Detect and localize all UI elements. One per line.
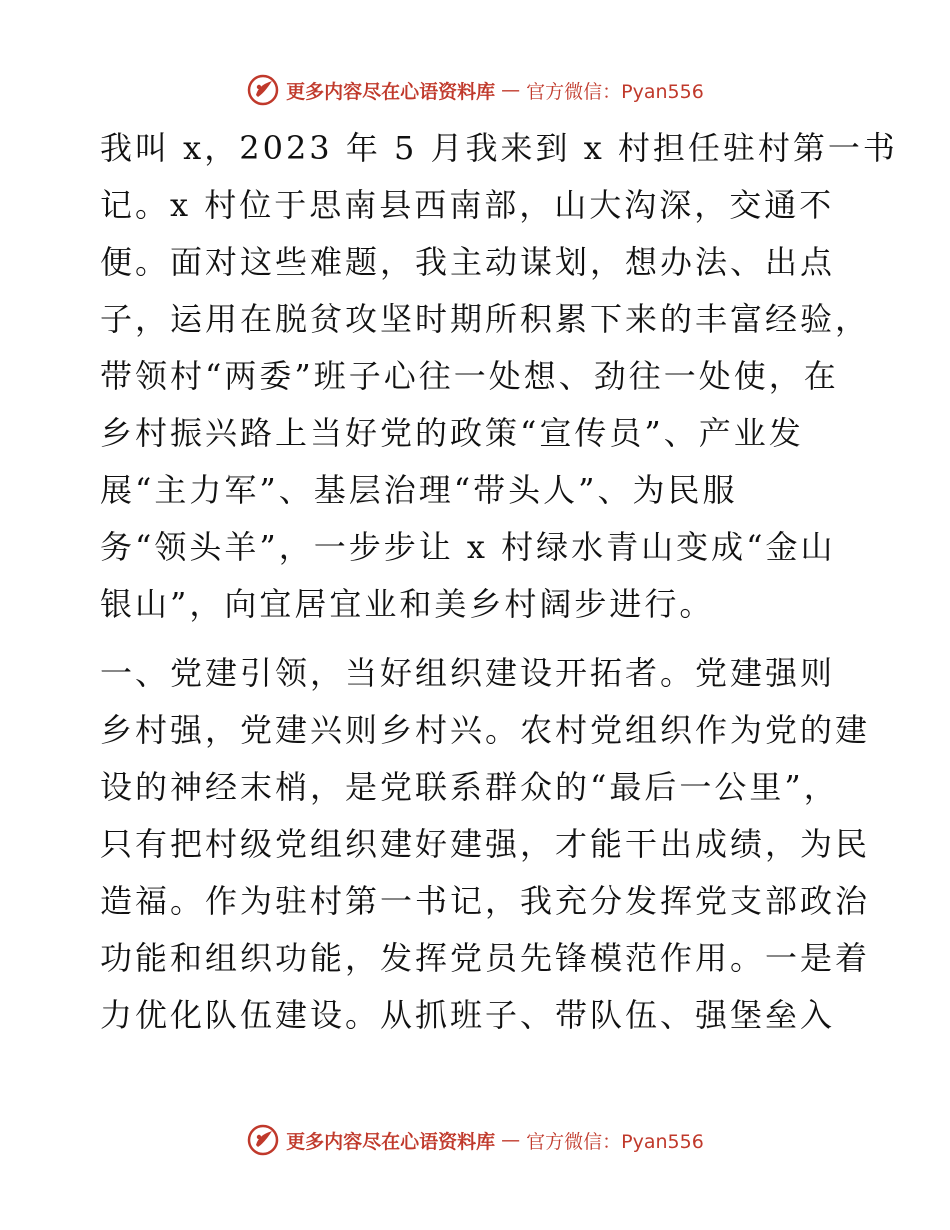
text-line: 设的神经末梢，是党联系群众的“最后一公里”， xyxy=(100,768,839,806)
paragraph-section-one xyxy=(100,645,871,1044)
text-line: 力优化队伍建设。从抓班子、带队伍、强堡垒入 xyxy=(100,996,836,1034)
header-wechat-text: 官方微信：Pyan556 xyxy=(526,80,704,103)
text-line: 一、党建引领，当好组织建设开拓者。党建强则 xyxy=(100,654,836,692)
text-line: 我叫 x，2023 年 5 月我来到 x 村担任驻村第一书 xyxy=(100,129,898,167)
footer-banner xyxy=(0,1120,950,1160)
text-line: 乡村振兴路上当好党的政策“宣传员”、产业发 xyxy=(100,414,804,452)
text-line: 乡村强，党建兴则乡村兴。农村党组织作为党的建 xyxy=(100,711,871,749)
text-line: 银山”，向宜居宜业和美乡村阔步进行。 xyxy=(100,585,715,623)
text-line: 记。x 村位于思南县西南部，山大沟深，交通不 xyxy=(100,186,835,224)
text-line: 只有把村级党组织建好建强，才能干出成绩，为民 xyxy=(100,825,871,863)
text-line: 子，运用在脱贫攻坚时期所积累下来的丰富经验， xyxy=(100,300,871,338)
header-banner xyxy=(0,70,950,110)
text-line: 务“领头羊”，一步步让 x 村绿水青山变成“金山 xyxy=(100,528,836,566)
footer-brand-text: 更多内容尽在心语资料库 xyxy=(286,1130,496,1153)
footer-dash: — xyxy=(501,1129,521,1151)
text-line: 造福。作为驻村第一书记，我充分发挥党支部政治 xyxy=(100,882,871,920)
document-body xyxy=(100,120,898,1056)
header-dash: — xyxy=(501,79,521,101)
header-brand-text: 更多内容尽在心语资料库 xyxy=(286,80,496,103)
paragraph-intro xyxy=(100,120,898,633)
text-line: 便。面对这些难题，我主动谋划，想办法、出点 xyxy=(100,243,836,281)
text-line: 功能和组织功能，发挥党员先锋模范作用。一是着 xyxy=(100,939,871,977)
footer-wechat-text: 官方微信：Pyan556 xyxy=(526,1130,704,1153)
brand-logo-icon xyxy=(246,73,280,107)
text-line: 带领村“两委”班子心往一处想、劲往一处使，在 xyxy=(100,357,839,395)
text-line: 展“主力军”、基层治理“带头人”、为民服 xyxy=(100,471,738,509)
brand-logo-icon xyxy=(246,1123,280,1157)
